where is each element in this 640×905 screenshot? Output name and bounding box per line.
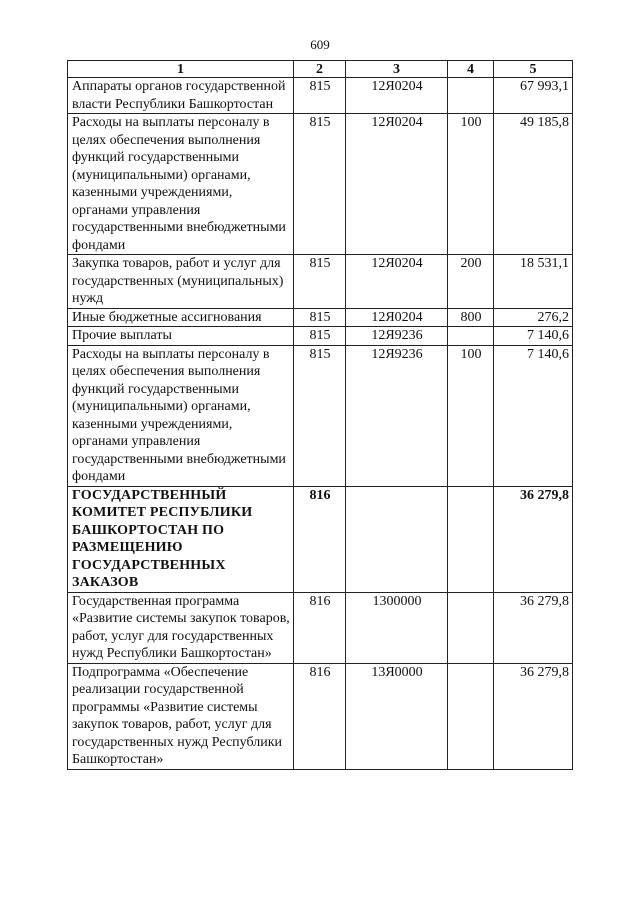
- page-number: 609: [310, 37, 330, 52]
- row-chapter: 815: [294, 345, 346, 486]
- row-chapter: 816: [294, 592, 346, 663]
- table-body: [68, 78, 573, 770]
- row-article: 12Я0204: [346, 78, 448, 114]
- row-name: ГОСУДАРСТВЕННЫЙ КОМИТЕТ РЕСПУБЛИКИ БАШКОРТОСТАН ПО РАЗМЕЩЕНИЮ ГОСУДАРСТВЕННЫХ ЗАКАЗОВ: [68, 486, 294, 592]
- row-sum: 49 185,8: [494, 114, 573, 255]
- row-chapter: 815: [294, 327, 346, 346]
- row-article: 12Я0204: [346, 255, 448, 309]
- row-name: Государственная программа «Развитие системы закупок товаров, работ, услуг для государственных нужд Республики Башкортостан»: [68, 592, 294, 663]
- column-header-5: 5: [494, 61, 573, 78]
- table-row: [68, 486, 573, 592]
- table-row: [68, 592, 573, 663]
- table-row: [68, 663, 573, 769]
- row-article: 13Я0000: [346, 663, 448, 769]
- row-sum: 36 279,8: [494, 486, 573, 592]
- row-expense-type: 800: [448, 308, 494, 327]
- row-name: Иные бюджетные ассигнования: [68, 308, 294, 327]
- table-row: [68, 114, 573, 255]
- row-article: 1300000: [346, 592, 448, 663]
- row-expense-type: [448, 592, 494, 663]
- row-article: 12Я0204: [346, 114, 448, 255]
- row-chapter: 815: [294, 308, 346, 327]
- row-sum: 18 531,1: [494, 255, 573, 309]
- column-header-3: 3: [346, 61, 448, 78]
- row-chapter: 816: [294, 663, 346, 769]
- row-expense-type: [448, 663, 494, 769]
- row-chapter: 815: [294, 114, 346, 255]
- row-article: [346, 486, 448, 592]
- row-article: 12Я0204: [346, 308, 448, 327]
- row-expense-type: 100: [448, 114, 494, 255]
- table-row: [68, 78, 573, 114]
- row-chapter: 815: [294, 78, 346, 114]
- row-sum: 276,2: [494, 308, 573, 327]
- row-expense-type: 200: [448, 255, 494, 309]
- row-sum: 36 279,8: [494, 663, 573, 769]
- row-expense-type: [448, 486, 494, 592]
- table-row: [68, 327, 573, 346]
- row-name: Подпрограмма «Обеспечение реализации государственной программы «Развитие системы закупок товаров, работ, услуг для государственных нужд Республики Башкортостан»: [68, 663, 294, 769]
- row-expense-type: [448, 327, 494, 346]
- row-name: Аппараты органов государственной власти Республики Башкортостан: [68, 78, 294, 114]
- table-row: [68, 345, 573, 486]
- budget-table: [67, 60, 573, 770]
- column-header-4: 4: [448, 61, 494, 78]
- table-header: [68, 61, 573, 78]
- column-header-1: 1: [68, 61, 294, 78]
- row-name: Закупка товаров, работ и услуг для государственных (муниципальных) нужд: [68, 255, 294, 309]
- row-article: 12Я9236: [346, 345, 448, 486]
- row-name: Расходы на выплаты персоналу в целях обеспечения выполнения функций государственными (муниципальными) органами, казенными учреждениями, органами управления государственными внебюджетными фондами: [68, 114, 294, 255]
- row-name: Прочие выплаты: [68, 327, 294, 346]
- row-sum: 36 279,8: [494, 592, 573, 663]
- header-row: [68, 61, 573, 78]
- row-article: 12Я9236: [346, 327, 448, 346]
- row-expense-type: 100: [448, 345, 494, 486]
- row-chapter: 815: [294, 255, 346, 309]
- row-expense-type: [448, 78, 494, 114]
- column-header-2: 2: [294, 61, 346, 78]
- table-row: [68, 308, 573, 327]
- row-name: Расходы на выплаты персоналу в целях обеспечения выполнения функций государственными (муниципальными) органами, казенными учреждениями, органами управления государственными внебюджетными фондами: [68, 345, 294, 486]
- table-row: [68, 255, 573, 309]
- row-chapter: 816: [294, 486, 346, 592]
- row-sum: 7 140,6: [494, 327, 573, 346]
- row-sum: 7 140,6: [494, 345, 573, 486]
- row-sum: 67 993,1: [494, 78, 573, 114]
